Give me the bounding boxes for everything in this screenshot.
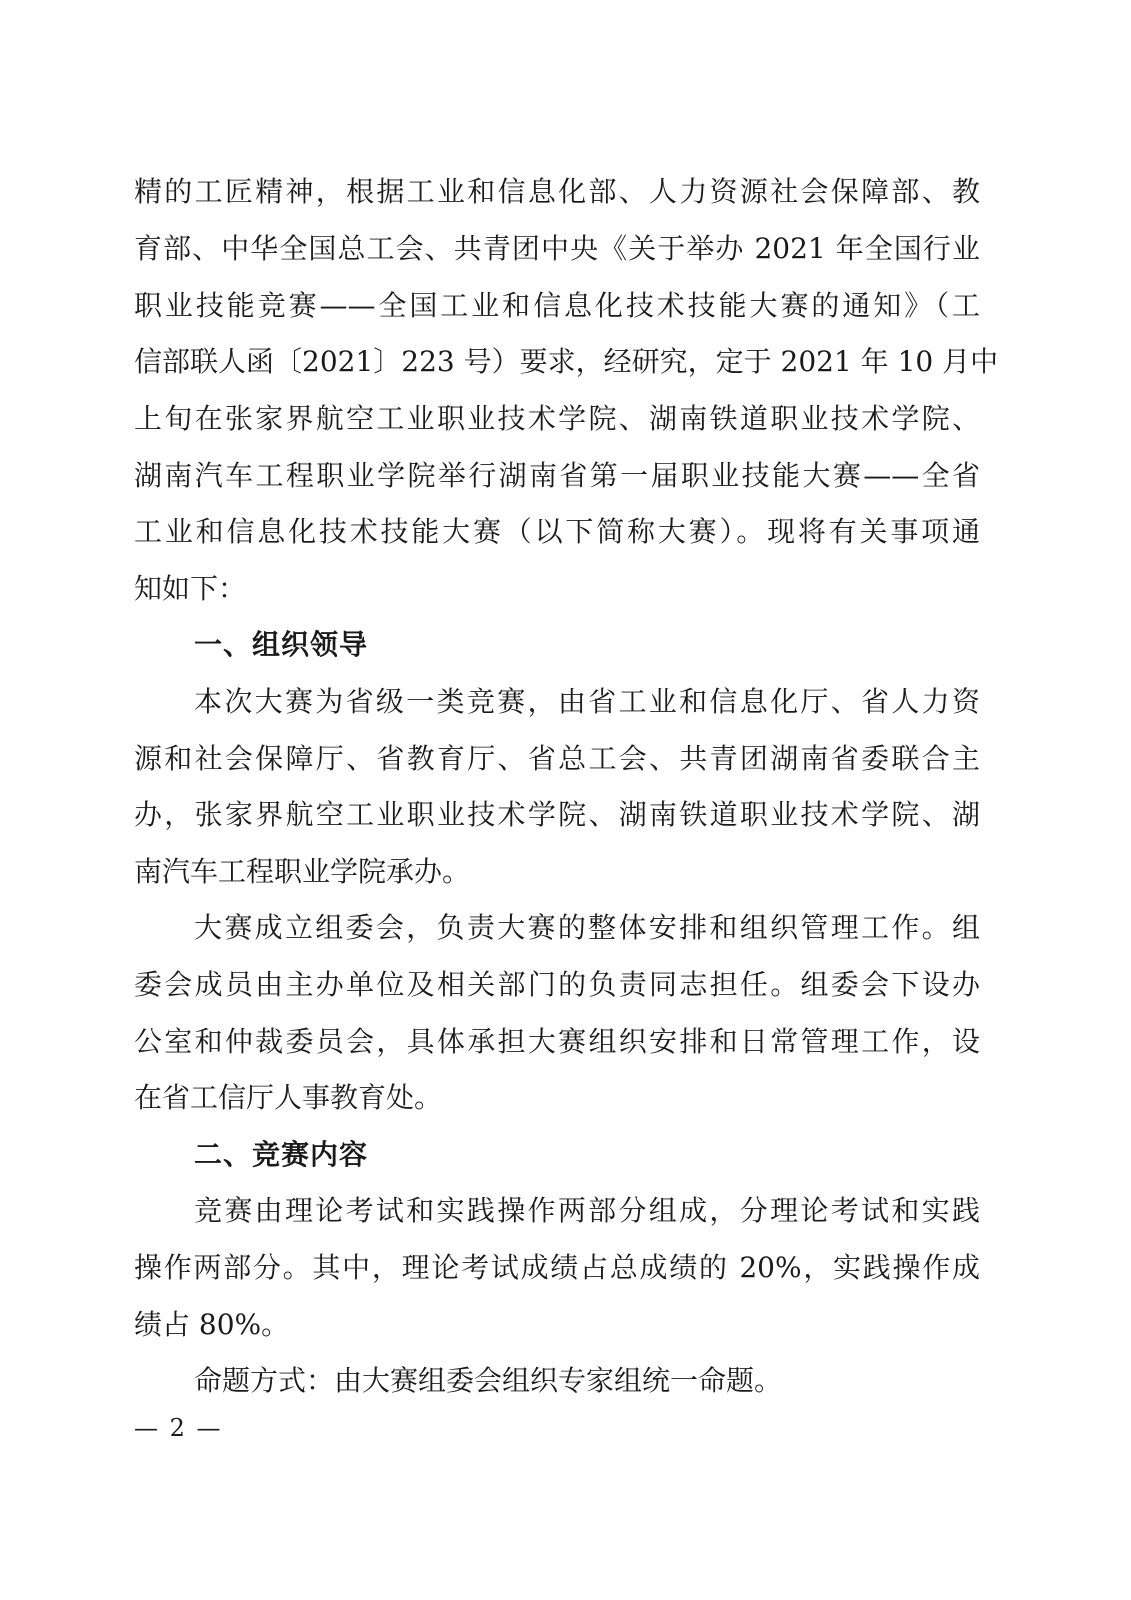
- body-text-line: 源和社会保障厅、省教育厅、省总工会、共青团湖南省委联合主: [134, 742, 980, 775]
- body-text-line: 信部联人函〔2021〕223 号）要求，经研究，定于 2021 年 10 月中: [134, 345, 999, 378]
- section-heading-content: 二、竞赛内容: [194, 1138, 369, 1171]
- body-text-line: 大赛成立组委会，负责大赛的整体安排和组织管理工作。组: [194, 911, 980, 944]
- body-text-line: 绩占 80%。: [134, 1308, 290, 1341]
- body-text-line: 操作两部分。其中，理论考试成绩占总成绩的 20%，实践操作成: [134, 1251, 980, 1284]
- body-text-line: 公室和仲裁委员会，具体承担大赛组织安排和日常管理工作，设: [134, 1025, 980, 1058]
- body-text-line: 上旬在张家界航空工业职业技术学院、湖南铁道职业技术学院、: [134, 402, 980, 435]
- body-text-line: 职业技能竞赛——全国工业和信息化技术技能大赛的通知》（工: [134, 289, 980, 322]
- body-text-line: 精的工匠精神，根据工业和信息化部、人力资源社会保障部、教: [134, 175, 980, 208]
- body-text-line: 办，张家界航空工业职业技术学院、湖南铁道职业技术学院、湖: [134, 798, 980, 831]
- body-text-line: 南汽车工程职业学院承办。: [134, 855, 471, 888]
- body-text-line: 在省工信厅人事教育处。: [134, 1081, 443, 1114]
- body-text-line: 竞赛由理论考试和实践操作两部分组成，分理论考试和实践: [194, 1194, 980, 1227]
- body-text-line: 本次大赛为省级一类竞赛，由省工业和信息化厅、省人力资: [194, 685, 980, 718]
- body-text-line: 知如下：: [134, 572, 247, 605]
- body-text-line: 委会成员由主办单位及相关部门的负责同志担任。组委会下设办: [134, 968, 980, 1001]
- page-number: — 2 —: [134, 1414, 223, 1442]
- body-text-line: 育部、中华全国总工会、共青团中央《关于举办 2021 年全国行业: [134, 232, 980, 265]
- body-text-line: 命题方式：由大赛组委会组织专家组统一命题。: [194, 1364, 783, 1397]
- body-text-line: 湖南汽车工程职业学院举行湖南省第一届职业技能大赛——全省: [134, 459, 980, 492]
- section-heading-organization: 一、组织领导: [194, 628, 369, 661]
- body-text-line: 工业和信息化技术技能大赛（以下简称大赛）。现将有关事项通: [134, 515, 980, 548]
